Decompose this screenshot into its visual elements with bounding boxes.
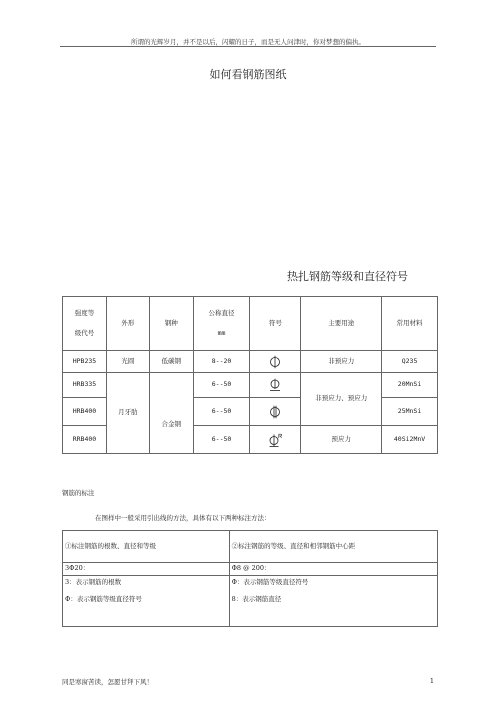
mark-head-spacing: ②标注钢筋的等级、直径和相邻钢筋中心距 bbox=[229, 531, 437, 563]
mark-example-count: 3Φ20： bbox=[63, 563, 230, 576]
page-number: 1 bbox=[429, 677, 434, 685]
phi-double-bar-symbol-icon bbox=[268, 405, 282, 419]
rebar-marking-table bbox=[62, 530, 438, 627]
header-rule bbox=[60, 46, 436, 47]
cell-symbol bbox=[250, 351, 301, 373]
header-diameter-unit: mm bbox=[217, 328, 226, 337]
mark-example-spacing: Φ8 @ 200： bbox=[229, 563, 437, 576]
header-use: 主要用途 bbox=[301, 297, 382, 351]
header-symbol: 符号 bbox=[250, 297, 301, 351]
cell-steel: 低碳钢 bbox=[149, 351, 193, 373]
header-steel: 钢种 bbox=[149, 297, 193, 351]
mark-desc-spacing-line1: Φ：表示钢筋等级直径符号 bbox=[231, 578, 309, 586]
cell-material: 40Si2MnV bbox=[382, 426, 438, 454]
cell-use: 非预应力 bbox=[301, 351, 382, 373]
page-footer-motto: 同是寒窗苦读，怎愿甘拜下风！ bbox=[62, 678, 153, 686]
mark-head-count: ①标注钢筋的根数、直径和等级 bbox=[63, 531, 230, 563]
phi-symbol-icon bbox=[268, 355, 282, 369]
section-title: 热扎钢筋等级和直径符号 bbox=[287, 270, 408, 283]
cell-use-merged: 非预应力、预应力 bbox=[301, 373, 382, 426]
table-row bbox=[63, 351, 438, 373]
cell-material: 25MnSi bbox=[382, 398, 438, 426]
header-grade-line2: 级代号 bbox=[74, 328, 95, 337]
cell-material: Q235 bbox=[382, 351, 438, 373]
mark-desc-count-line1: 3：表示钢筋的根数 bbox=[65, 578, 122, 586]
document-title: 如何看钢筋图纸 bbox=[209, 68, 287, 81]
header-shape: 外形 bbox=[106, 297, 149, 351]
cell-material: 20MnSi bbox=[382, 373, 438, 398]
notes-title: 钢筋的标注 bbox=[62, 489, 95, 497]
cell-shape: 光圆 bbox=[106, 351, 149, 373]
cell-shape-merged: 月牙肋 bbox=[106, 373, 149, 454]
cell-diameter: 8--20 bbox=[193, 351, 250, 373]
phi-r-symbol-icon bbox=[268, 433, 282, 447]
phi-underbar-symbol-icon bbox=[268, 378, 282, 392]
cell-grade: HRB400 bbox=[63, 398, 107, 426]
cell-diameter: 6--50 bbox=[193, 373, 250, 398]
page-header-motto: 所谓的光辉岁月，并不是以后，闪耀的日子，而是无人问津时，你对梦想的偏执。 bbox=[131, 38, 365, 46]
notes-intro: 在图样中一般采用引出线的方法，具体有以下两种标注方法： bbox=[95, 514, 271, 522]
table-row bbox=[63, 373, 438, 398]
cell-grade: HPB235 bbox=[63, 351, 107, 373]
table-header-row bbox=[63, 297, 438, 351]
table-row bbox=[63, 531, 438, 563]
cell-symbol bbox=[250, 426, 301, 454]
header-diameter bbox=[193, 297, 250, 351]
header-grade bbox=[63, 297, 107, 351]
header-grade-line1: 强度等 bbox=[74, 309, 95, 318]
table-row bbox=[63, 563, 438, 576]
cell-diameter: 6--50 bbox=[193, 398, 250, 426]
cell-use: 预应力 bbox=[301, 426, 382, 454]
cell-diameter: 6--50 bbox=[193, 426, 250, 454]
mark-desc-spacing bbox=[229, 576, 437, 627]
cell-symbol bbox=[250, 373, 301, 398]
cell-symbol bbox=[250, 398, 301, 426]
cell-grade: RRB400 bbox=[63, 426, 107, 454]
cell-grade: HRB335 bbox=[63, 373, 107, 398]
header-diameter-line1: 公称直径 bbox=[208, 309, 235, 318]
cell-steel-merged: 合金钢 bbox=[149, 373, 193, 454]
mark-desc-count-line2: Φ：表示钢筋等级直径符号 bbox=[65, 595, 142, 604]
mark-desc-spacing-line2: 8：表示钢筋直径 bbox=[231, 595, 282, 604]
header-material: 常用材料 bbox=[382, 297, 438, 351]
steel-grade-table bbox=[62, 296, 438, 454]
mark-desc-count bbox=[63, 576, 230, 627]
table-row bbox=[63, 576, 438, 627]
